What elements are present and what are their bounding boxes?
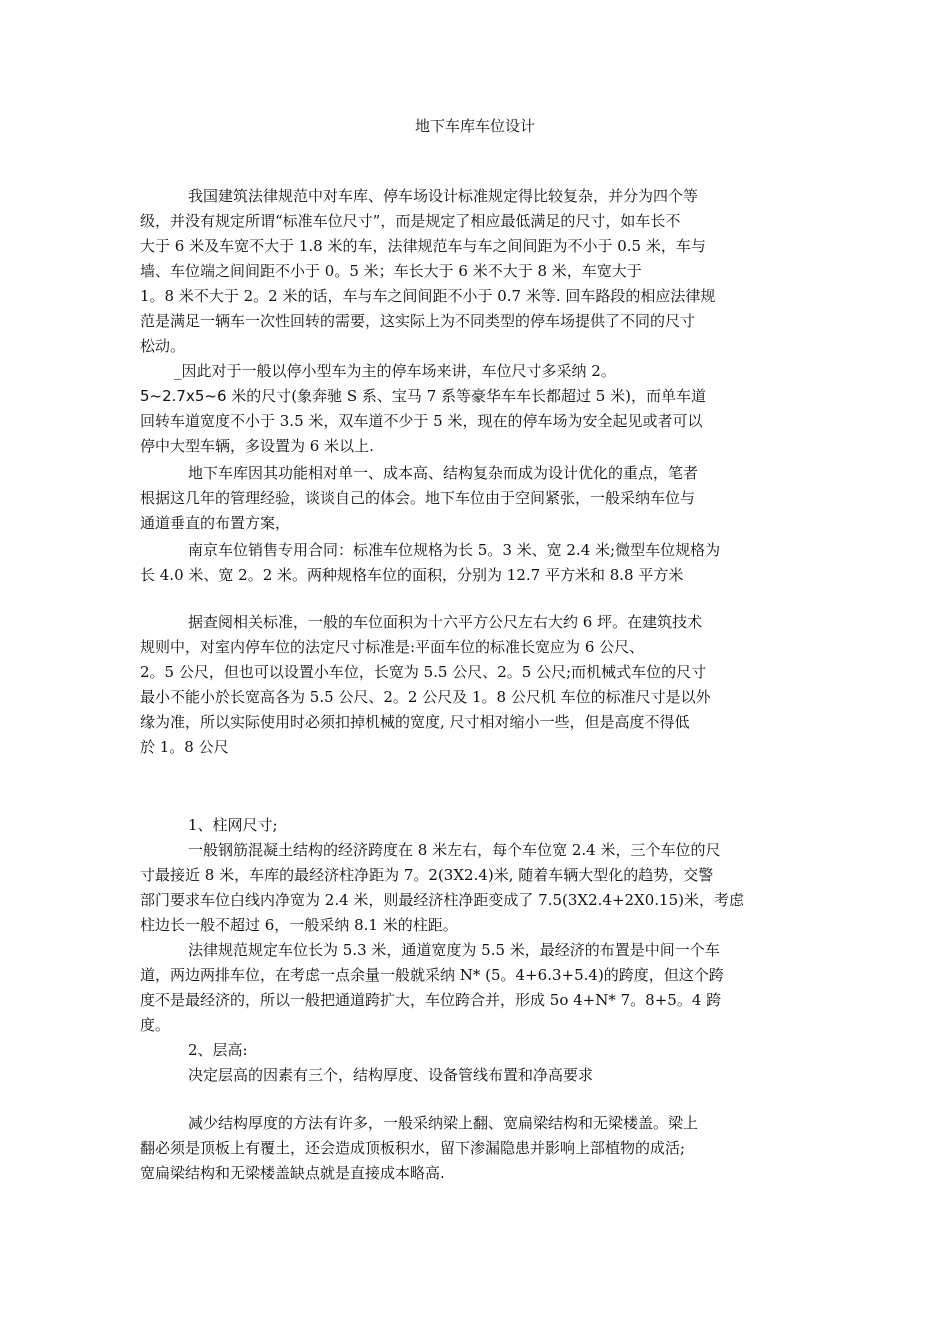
text-line: 回转车道宽度不小于 3.5 米，双车道不少于 5 米，现在的停车场为安全起见或者可以 (140, 412, 703, 430)
text-line: 墙、车位端之间间距不小于 0。5 米；车长大于 6 米不大于 8 米，车宽大于 (140, 262, 642, 280)
text-line: 通道垂直的布置方案， (140, 514, 291, 532)
text-line: 度。 (140, 1016, 171, 1034)
text-line: 部门要求车位白线内净宽为 2.4 米，则最经济柱净距变成了 7.5(3X2.4+2X0.15)米，考虑 (140, 891, 744, 909)
section-heading: 1、柱网尺寸; (188, 816, 278, 834)
text-line: 决定层高的因素有三个，结构厚度、设备管线布置和净高要求 (188, 1066, 594, 1084)
text-line: 翻必须是顶板上有覆土，还会造成顶板积水，留下渗漏隐患并影响上部植物的成活; (140, 1139, 686, 1157)
text-line: 松动。 (140, 337, 186, 355)
text-line: _因此对于一般以停小型车为主的停车场来讲，车位尺寸多采纳 2。 (174, 362, 616, 380)
text-line (140, 384, 706, 408)
text-line: 范是满足一辆车一次性回转的需要，这实际上为不同类型的停车场提供了不同的尺寸 (140, 312, 696, 330)
text-line: 於 1。8 公尺 (140, 738, 229, 756)
text-line: 2。5 公尺，但也可以设置小车位，长宽为 5.5 公尺、2。5 公尺;而机械式车位的尺寸 (140, 663, 707, 681)
text-span: 米的尺寸(象奔驰 S 系、宝马 7 系等豪华车车长都超过 5 米)，而单车道 (226, 387, 706, 405)
dimension-text: 5~2.7x5~6 (140, 387, 227, 405)
text-line: 级，并没有规定所谓“标准车位尺寸”，而是规定了相应最低满足的尺寸，如车长不 (140, 212, 681, 230)
text-line: 最小不能小於长宽高各为 5.5 公尺、2。2 公尺及 1。8 公尺机 车位的标准尺寸是以外 (140, 688, 711, 706)
text-line: 一般钢筋混凝土结构的经济跨度在 8 米左右，每个车位宽 2.4 米，三个车位的尺 (188, 841, 721, 859)
text-line: 宽扁梁结构和无梁楼盖缺点就是直接成本略高. (140, 1164, 445, 1182)
text-line: 道，两边两排车位，在考虑一点余量一般就采纳 N* (5。4+6.3+5.4)的跨度，但这个跨 (140, 966, 724, 984)
text-line: 寸最接近 8 米，车库的最经济柱净距为 7。2(3X2.4)米, 随着车辆大型化的趋势，交警 (140, 866, 714, 884)
text-line: 度不是最经济的，所以一般把通道跨扩大，车位跨合并，形成 5o 4+N* 7。8+5。4 跨 (140, 991, 722, 1009)
text-line: 据查阅相关标准，一般的车位面积为十六平方公尺左右大约 6 坪。在建筑技术 (188, 613, 703, 631)
section-heading: 2、层高: (188, 1041, 248, 1059)
text-line: 地下车库因其功能相对单一、成本高、结构复杂而成为设计优化的重点，笔者 (188, 464, 699, 482)
text-line: 长 4.0 米、宽 2。2 米。两种规格车位的面积，分别为 12.7 平方米和 8.8 平方米 (140, 566, 684, 584)
text-line: 缘为准，所以实际使用时必须扣掉机械的宽度, 尺寸相对缩小一些，但是高度不得低 (140, 713, 690, 731)
text-line: 减少结构厚度的方法有许多，一般采纳梁上翻、宽扁梁结构和无梁楼盖。梁上 (188, 1114, 699, 1132)
text-line: 法律规范规定车位长为 5.3 米，通道宽度为 5.5 米，最经济的布置是中间一个车 (188, 941, 720, 959)
text-line: 南京车位销售专用合同：标准车位规格为长 5。3 米、宽 2.4 米;微型车位规格为 (188, 541, 721, 559)
text-line: 根据这几年的管理经验，谈谈自己的体会。地下车位由于空间紧张，一般采纳车位与 (140, 489, 696, 507)
text-line: 我国建筑法律规范中对车库、停车场设计标准规定得比较复杂，并分为四个等 (188, 187, 699, 205)
text-line: 柱边长一般不超过 6，一般采纳 8.1 米的柱距。 (140, 916, 458, 934)
document-title: 地下车库车位设计 (414, 117, 535, 135)
text-line: 1。8 米不大于 2。2 米的话，车与车之间间距不小于 0.7 米等. 回车路段的相应法律规 (140, 287, 716, 305)
text-line: 停中大型车辆，多设置为 6 米以上. (140, 437, 374, 455)
text-line: 大于 6 米及车宽不大于 1.8 米的车，法律规范车与车之间间距为不小于 0.5 米，车与 (140, 237, 706, 255)
text-line: 规则中，对室内停车位的法定尺寸标准是:平面车位的标准长宽应为 6 公尺、 (140, 638, 645, 656)
